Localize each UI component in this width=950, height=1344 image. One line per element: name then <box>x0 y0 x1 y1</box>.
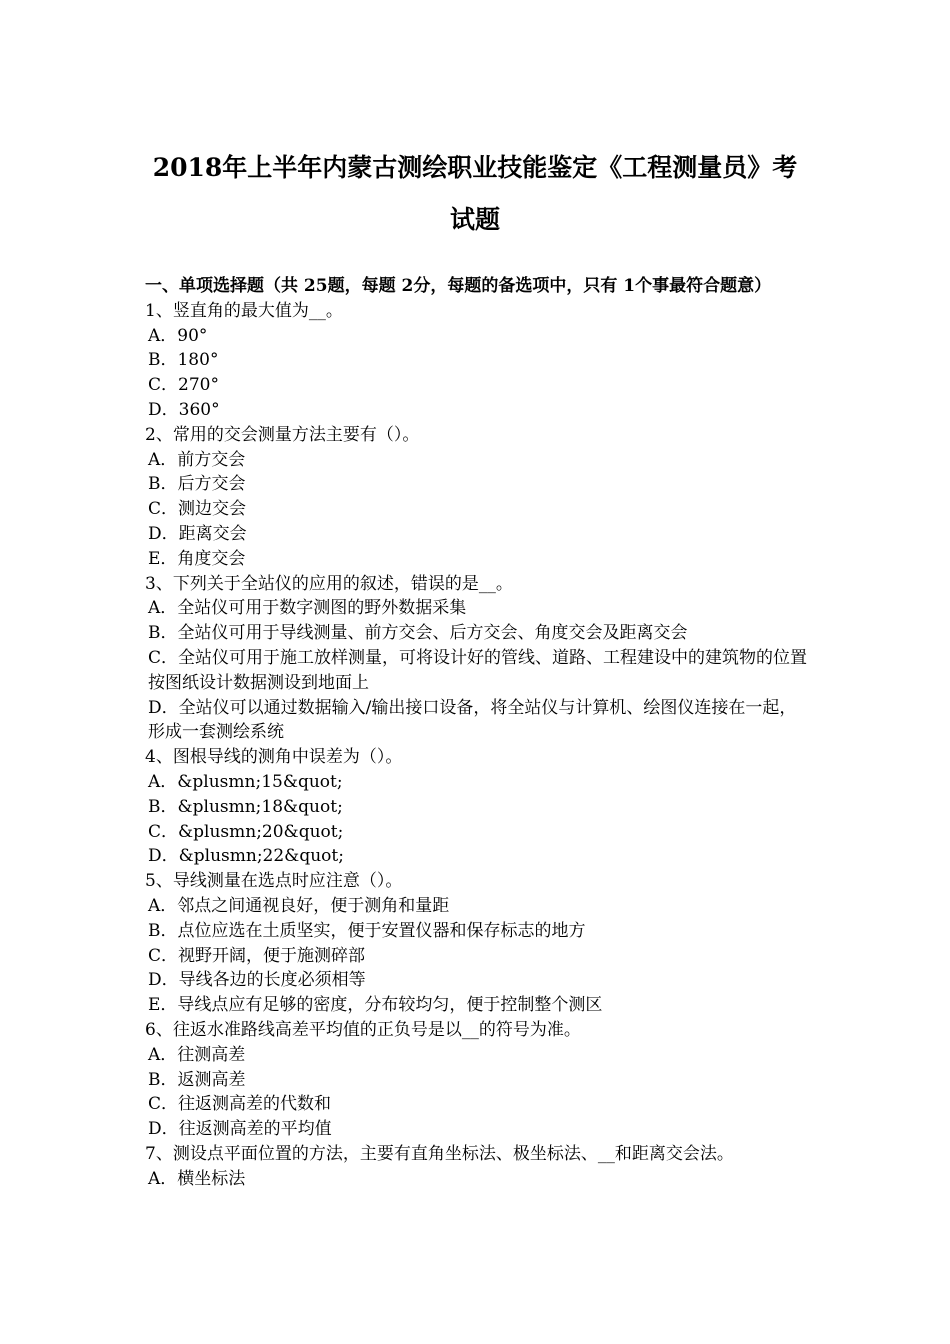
option-b: B．点位应选在土质坚实，便于安置仪器和保存标志的地方 <box>148 920 586 941</box>
question-stem: 4、图根导线的测角中误差为（）。 <box>145 747 403 768</box>
question-stem: 5、导线测量在选点时应注意（）。 <box>145 871 403 892</box>
option-d: D．&plusmn;22&quot; <box>148 846 344 867</box>
option-b: B．&plusmn;18&quot; <box>148 796 343 817</box>
option-e: E．导线点应有足够的密度，分布较均匀，便于控制整个测区 <box>148 995 603 1016</box>
option-b: B．180° <box>148 350 219 371</box>
option-c: C．270° <box>148 375 219 396</box>
option-c: C．&plusmn;20&quot; <box>148 821 344 842</box>
option-a: A．&plusmn;15&quot; <box>148 771 343 792</box>
option-a: A．90° <box>148 325 208 346</box>
document-title-line-1: 2018年上半年内蒙古测绘职业技能鉴定《工程测量员》考 <box>152 153 798 182</box>
option-a: A．前方交会 <box>148 449 246 470</box>
option-b: B．全站仪可用于导线测量、前方交会、后方交会、角度交会及距离交会 <box>148 623 688 644</box>
question-7 <box>145 1142 810 1192</box>
document-body <box>145 274 810 1191</box>
option-c: C．全站仪可用于施工放样测量，可将设计好的管线、道路、工程建设中的建筑物的位置按图纸设计数据测设到地面上 <box>148 647 808 693</box>
option-a: A．横坐标法 <box>148 1168 246 1189</box>
option-c: C．测边交会 <box>148 499 247 520</box>
question-stem: 6、往返水准路线高差平均值的正负号是以__的符号为准。 <box>145 1019 581 1040</box>
option-d: D．360° <box>148 399 220 420</box>
option-a: A．邻点之间通视良好，便于测角和量距 <box>148 895 450 916</box>
option-a: A．全站仪可用于数字测图的野外数据采集 <box>148 598 467 619</box>
section-heading: 一、单项选择题（共 25题，每题 2分，每题的备选项中，只有 1个事最符合题意） <box>145 276 772 296</box>
option-d: D．全站仪可以通过数据输入/输出接口设备，将全站仪与计算机、绘图仪连接在一起，形成一套测绘系统 <box>148 697 797 743</box>
question-stem: 1、竖直角的最大值为__。 <box>145 300 343 321</box>
question-2 <box>145 423 810 572</box>
question-1 <box>145 299 810 423</box>
option-c: C．往返测高差的代数和 <box>148 1094 332 1115</box>
option-d: D．往返测高差的平均值 <box>148 1119 332 1140</box>
question-stem: 2、常用的交会测量方法主要有（）。 <box>145 424 420 445</box>
option-c: C．视野开阔，便于施测碎部 <box>148 945 366 966</box>
question-stem: 3、下列关于全站仪的应用的叙述，错误的是__。 <box>145 573 513 594</box>
question-3 <box>145 572 810 746</box>
question-4 <box>145 745 810 869</box>
option-a: A．往测高差 <box>148 1044 246 1065</box>
option-d: D．距离交会 <box>148 523 247 544</box>
option-b: B．后方交会 <box>148 474 246 495</box>
question-5 <box>145 869 810 1018</box>
question-6 <box>145 1018 810 1142</box>
question-stem: 7、测设点平面位置的方法，主要有直角坐标法、极坐标法、__和距离交会法。 <box>145 1143 734 1164</box>
option-e: E．角度交会 <box>148 548 246 569</box>
document-title-line-2: 试题 <box>449 205 500 234</box>
option-b: B．返测高差 <box>148 1069 246 1090</box>
option-d: D．导线各边的长度必须相等 <box>148 970 366 991</box>
